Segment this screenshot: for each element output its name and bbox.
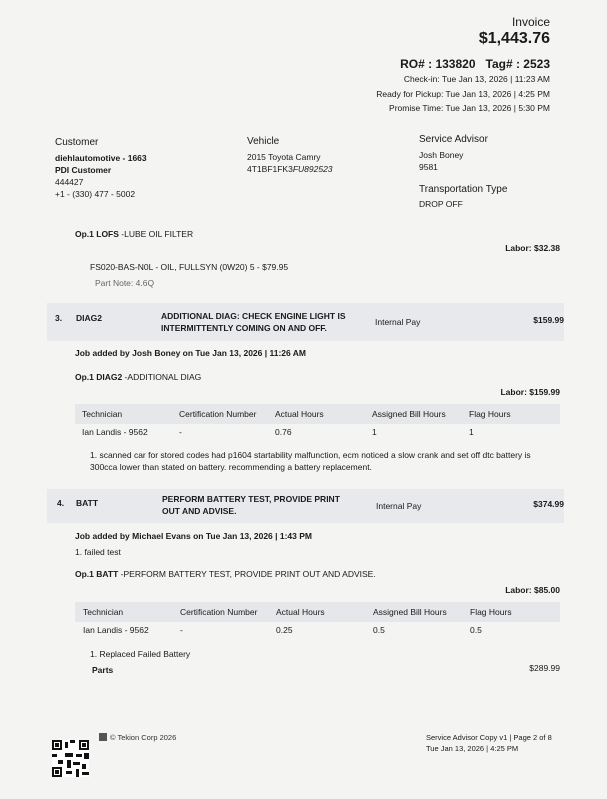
- copyright-text: © Tekion Corp 2026: [110, 733, 177, 742]
- job4-title-line2: OUT AND ADVISE.: [162, 506, 237, 516]
- op-lofs-labor: Labor: $32.38: [505, 243, 560, 253]
- job3-code: DIAG2: [76, 313, 102, 323]
- job4-pay-type: Internal Pay: [376, 501, 422, 511]
- job3-th-flag-hours: Flag Hours: [469, 409, 511, 419]
- job4-th-certification: Certification Number: [180, 607, 258, 617]
- job3-tech-note-line1: 1. scanned car for stored codes had p1604 startability malfunction, ecm noticed a slow crank and set off dtc battery is: [90, 450, 531, 460]
- promise-time: Promise Time: Tue Jan 13, 2026 | 5:30 PM: [389, 103, 550, 113]
- job4-added-by: Job added by Michael Evans on Tue Jan 13, 2026 | 1:43 PM: [75, 531, 312, 541]
- ro-value: RO# : 133820: [400, 57, 476, 71]
- job4-tech-table-header: [75, 602, 560, 622]
- job4-title-line1: PERFORM BATTERY TEST, PROVIDE PRINT: [162, 494, 340, 504]
- job3-td-certification: -: [179, 427, 182, 437]
- invoice-total: $1,443.76: [478, 30, 550, 47]
- advisor-heading: Service Advisor: [419, 134, 488, 145]
- job3-th-assigned-bill: Assigned Bill Hours: [372, 409, 446, 419]
- customer-phone: +1 - (330) 477 - 5002: [55, 189, 136, 199]
- job4-amount: $374.99: [533, 499, 564, 509]
- table-row: [75, 625, 560, 637]
- job4-th-actual-hours: Actual Hours: [276, 607, 325, 617]
- job3-amount: $159.99: [533, 315, 564, 325]
- job3-title-line1: ADDITIONAL DIAG: CHECK ENGINE LIGHT IS: [161, 311, 346, 321]
- job4-op-desc: -PERFORM BATTERY TEST, PROVIDE PRINT OUT AND ADVISE.: [118, 569, 376, 579]
- job4-td-actual-hours: 0.25: [276, 625, 293, 635]
- job3-td-assigned-bill: 1: [372, 427, 377, 437]
- qr-code: [52, 740, 89, 777]
- job4-number: 4.: [57, 498, 65, 508]
- job3-number: 3.: [55, 313, 63, 323]
- vehicle-model: 2015 Toyota Camry: [247, 152, 321, 162]
- customer-heading: Customer: [55, 137, 99, 148]
- job3-td-flag-hours: 1: [469, 427, 474, 437]
- vehicle-section: [247, 136, 333, 175]
- job4-header: [47, 489, 564, 523]
- job3-th-technician: Technician: [82, 409, 123, 419]
- vin-prefix: 4T1BF1FK3: [247, 164, 293, 174]
- footer-copyright: [99, 733, 176, 742]
- job4-parts-label: Parts: [92, 665, 114, 675]
- tekion-logo-icon: [99, 733, 107, 741]
- job4-th-flag-hours: Flag Hours: [470, 607, 512, 617]
- op-lofs-code: Op.1 LOFS: [75, 229, 119, 239]
- footer-copy-info: Service Advisor Copy v1 | Page 2 of 8: [426, 733, 552, 742]
- job3-pay-type: Internal Pay: [375, 317, 421, 327]
- vehicle-heading: Vehicle: [247, 136, 280, 147]
- transport-heading: Transportation Type: [419, 184, 508, 195]
- op-lofs-line: [75, 229, 193, 239]
- job4-tech-note: 1. Replaced Failed Battery: [90, 649, 191, 659]
- customer-section: [55, 137, 147, 200]
- job3-tech-table-header: [75, 404, 560, 424]
- ready-time: Ready for Pickup: Tue Jan 13, 2026 | 4:25 PM: [376, 89, 550, 99]
- footer-date: Tue Jan 13, 2026 | 4:25 PM: [426, 744, 519, 753]
- customer-type: PDI Customer: [55, 165, 112, 175]
- job4-concern: 1. failed test: [75, 547, 121, 557]
- vehicle-vin: [247, 163, 333, 175]
- job3-td-actual-hours: 0.76: [275, 427, 292, 437]
- job3-tech-note-line2: 300cca lower than stated on battery. recommending a battery replacement.: [90, 462, 372, 472]
- tag-value: Tag# : 2523: [485, 57, 550, 71]
- job3-th-actual-hours: Actual Hours: [275, 409, 324, 419]
- op-lofs-desc: -LUBE OIL FILTER: [118, 229, 194, 239]
- customer-number: 444427: [55, 177, 84, 187]
- job4-td-assigned-bill: 0.5: [373, 625, 385, 635]
- job3-td-technician: Ian Landis - 9562: [82, 427, 148, 437]
- job3-th-certification: Certification Number: [179, 409, 257, 419]
- checkin-time: Check-in: Tue Jan 13, 2026 | 11:23 AM: [403, 74, 550, 84]
- job4-td-certification: -: [180, 625, 183, 635]
- advisor-section: [419, 134, 507, 210]
- job3-op-line: [75, 372, 201, 382]
- job4-td-technician: Ian Landis - 9562: [83, 625, 149, 635]
- table-row: [75, 427, 560, 439]
- job3-added-by: Job added by Josh Boney on Tue Jan 13, 2026 | 11:26 AM: [75, 348, 307, 358]
- ro-number: [400, 57, 550, 71]
- vin-suffix: FU892523: [292, 164, 333, 174]
- op-lofs-part-note: Part Note: 4.6Q: [95, 278, 155, 288]
- advisor-id: 9581: [419, 162, 438, 172]
- job3-op-desc: -ADDITIONAL DIAG: [122, 372, 202, 382]
- job4-th-assigned-bill: Assigned Bill Hours: [373, 607, 447, 617]
- invoice-label: Invoice: [511, 15, 550, 29]
- job4-op-line: [75, 569, 376, 579]
- job3-title-line2: INTERMITTENTLY COMING ON AND OFF.: [161, 323, 327, 333]
- job3-header: [47, 303, 564, 341]
- op-lofs-part: FS020-BAS-N0L - OIL, FULLSYN (0W20) 5 - $79.95: [90, 262, 289, 272]
- job4-labor: Labor: $85.00: [505, 585, 560, 595]
- advisor-name: Josh Boney: [419, 150, 464, 160]
- job4-code: BATT: [76, 498, 99, 508]
- job3-labor: Labor: $159.99: [500, 387, 560, 397]
- customer-name: diehlautomotive - 1663: [55, 153, 147, 163]
- job4-op-code: Op.1 BATT: [75, 569, 119, 579]
- job4-parts-amount: $289.99: [529, 663, 560, 673]
- job4-td-flag-hours: 0.5: [470, 625, 482, 635]
- job3-op-code: Op.1 DIAG2: [75, 372, 123, 382]
- transport-type: DROP OFF: [419, 199, 463, 209]
- job4-th-technician: Technician: [83, 607, 124, 617]
